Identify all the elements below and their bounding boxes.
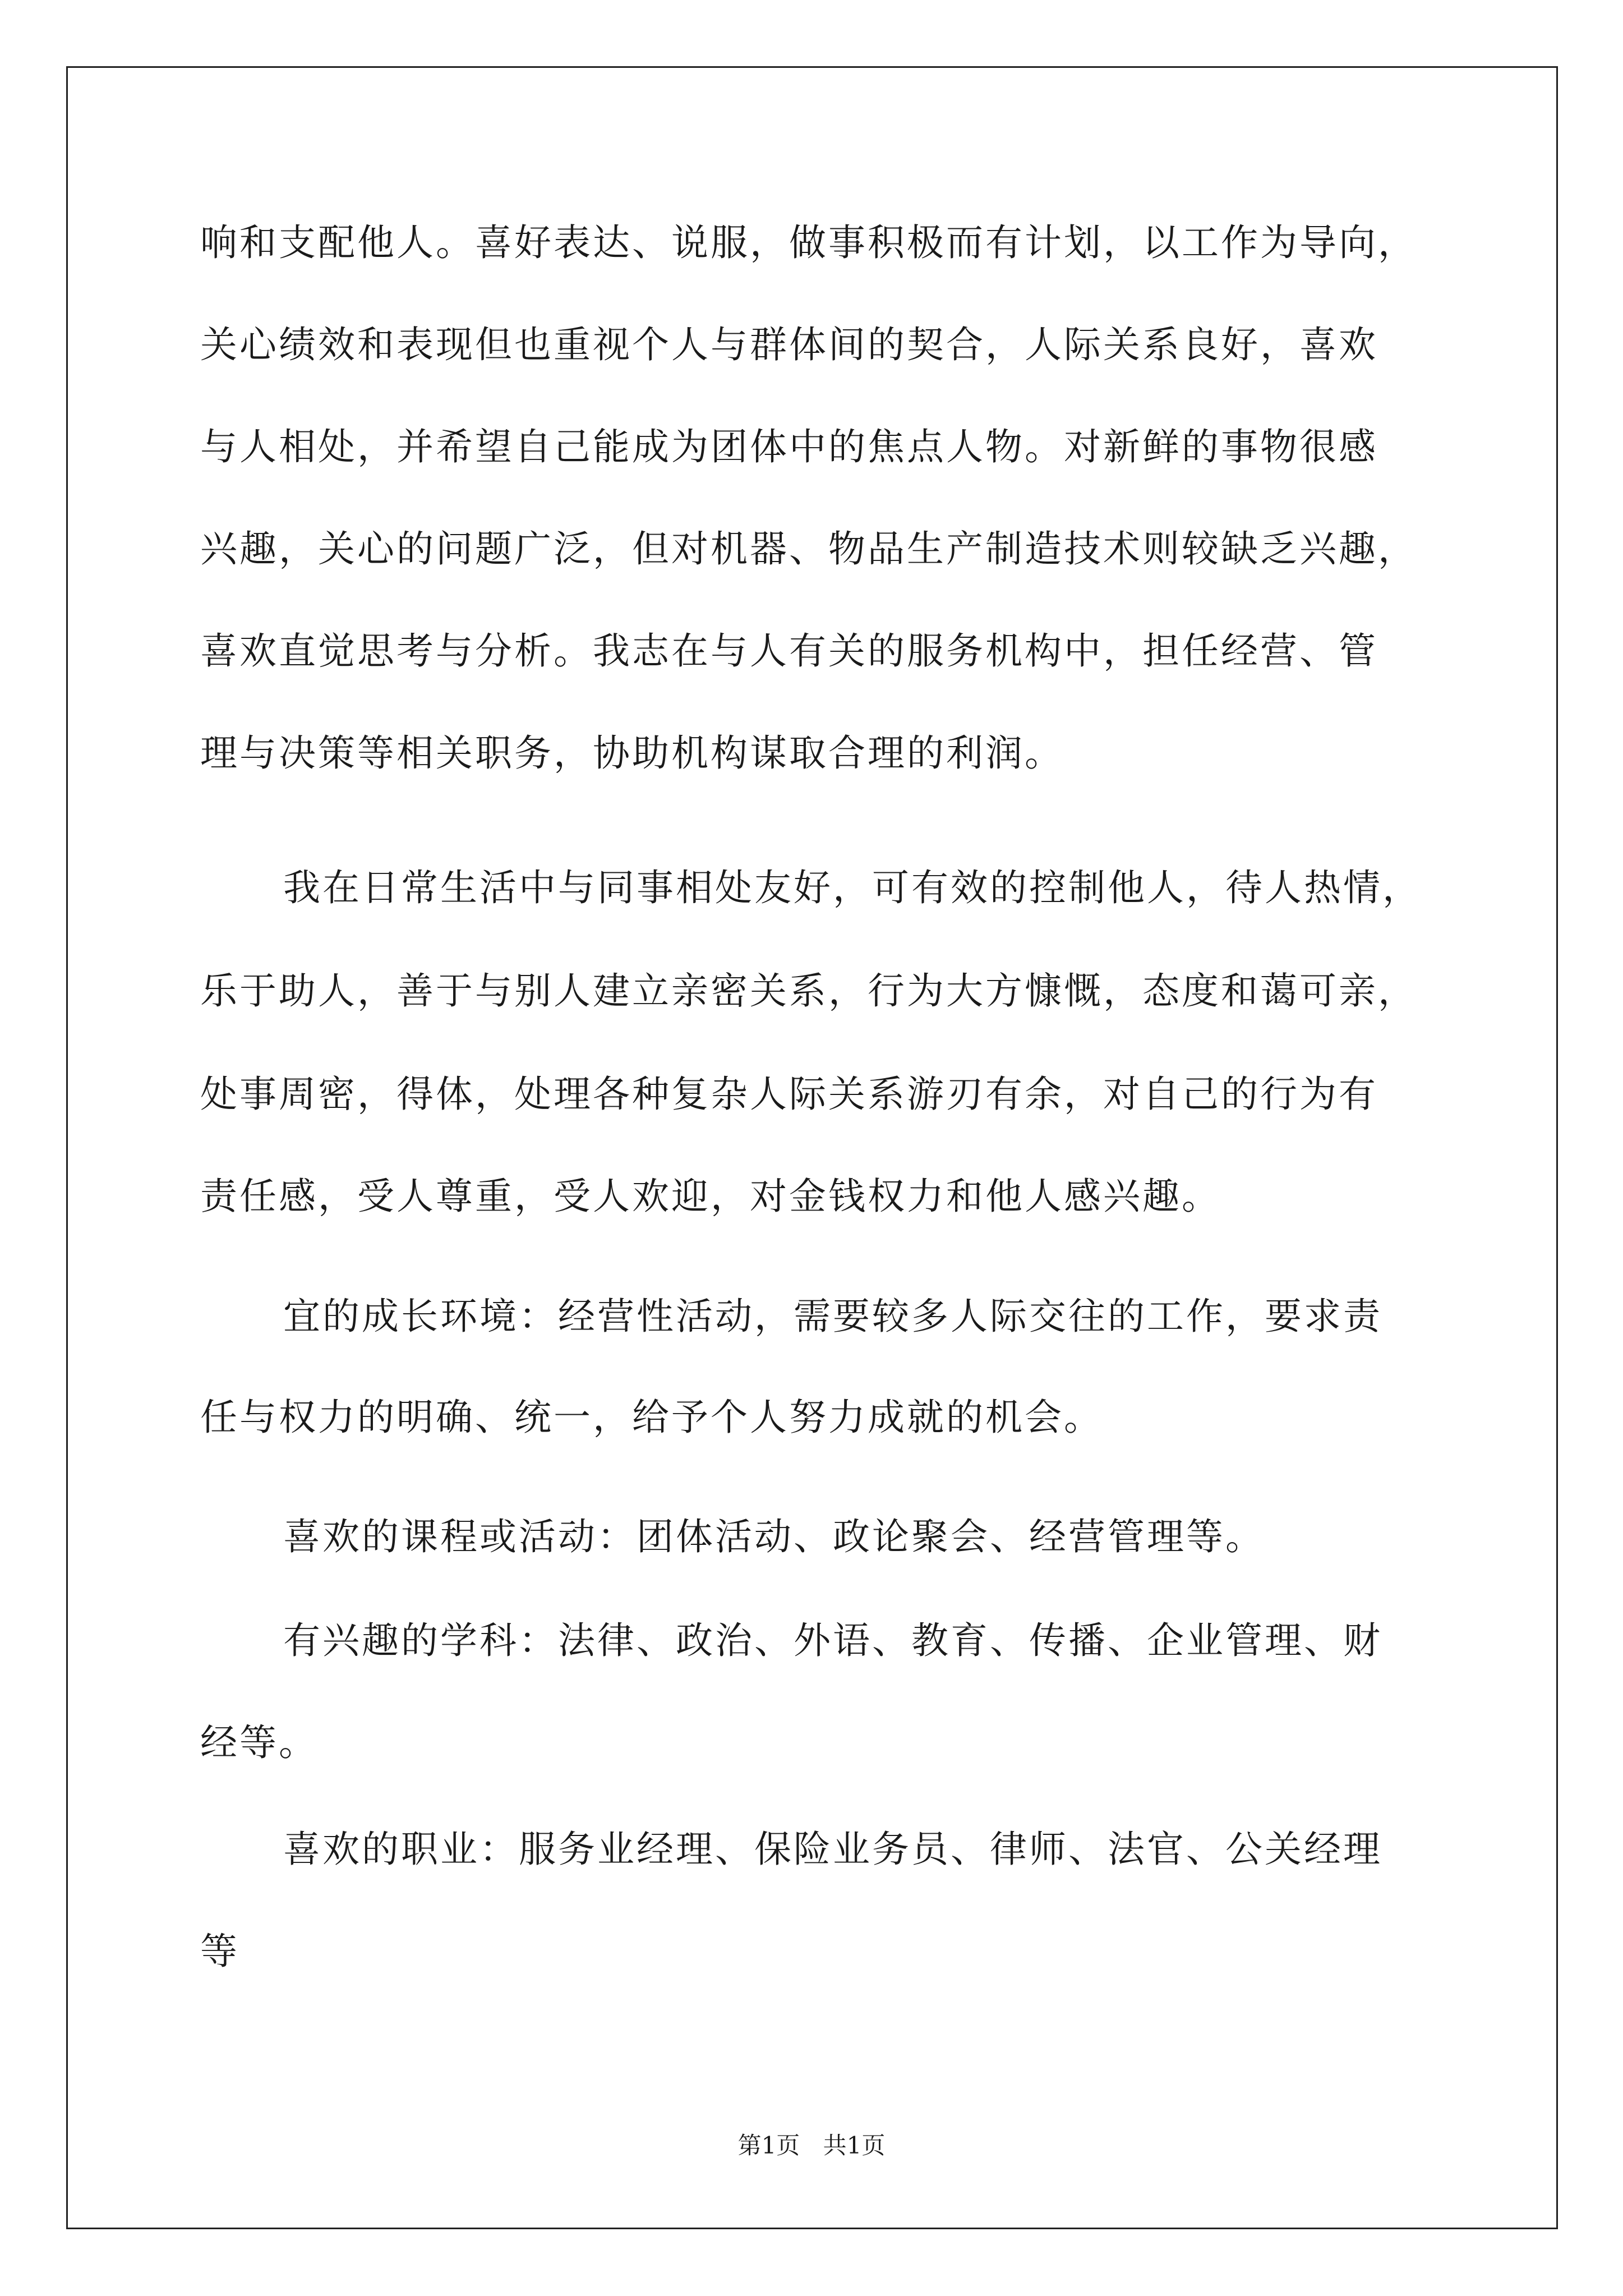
paragraph-6-line-1: 喜欢的职业：服务业经理、保险业务员、律师、法官、公关经理 [283,1828,1382,1871]
paragraph-1-line-6: 理与决策等相关职务，协助机构谋取合理的利润。 [200,731,1064,775]
paragraph-3-line-1: 宜的成长环境：经营性活动，需要较多人际交往的工作，要求责 [283,1295,1382,1338]
paragraph-5-line-1: 有兴趣的学科：法律、政治、外语、教育、传播、企业管理、财 [283,1619,1382,1662]
paragraph-3-line-2: 任与权力的明确、统一，给予个人努力成就的机会。 [200,1396,1103,1439]
paragraph-2-line-1: 我在日常生活中与同事相处友好，可有效的控制他人，待人热情， [283,866,1422,909]
paragraph-4-line-1: 喜欢的课程或活动：团体活动、政论聚会、经营管理等。 [283,1515,1265,1558]
paragraph-2-line-4: 责任感，受人尊重，受人欢迎，对金钱权力和他人感兴趣。 [200,1175,1221,1218]
paragraph-1-line-1: 响和支配他人。喜好表达、说服，做事积极而有计划，以工作为导向， [200,221,1417,264]
paragraph-6-line-2: 等 [200,1930,239,1973]
page-footer [0,2132,1623,2160]
page-border [66,66,1558,2229]
paragraph-2-line-3: 处事周密，得体，处理各种复杂人际关系游刃有余，对自己的行为有 [200,1073,1378,1116]
page-total: 共1页 [823,2132,886,2159]
paragraph-1-line-4: 兴趣，关心的问题广泛，但对机器、物品生产制造技术则较缺乏兴趣， [200,527,1417,570]
paragraph-1-line-5: 喜欢直觉思考与分析。我志在与人有关的服务机构中，担任经营、管 [200,629,1378,673]
paragraph-5-line-2: 经等。 [200,1721,318,1764]
page-number: 第1页 [737,2132,800,2159]
paragraph-1-line-3: 与人相处，并希望自己能成为团体中的焦点人物。对新鲜的事物很感 [200,425,1378,468]
paragraph-1-line-2: 关心绩效和表现但也重视个人与群体间的契合，人际关系良好，喜欢 [200,323,1378,366]
paragraph-2-line-2: 乐于助人，善于与别人建立亲密关系，行为大方慷慨，态度和蔼可亲， [200,969,1417,1013]
